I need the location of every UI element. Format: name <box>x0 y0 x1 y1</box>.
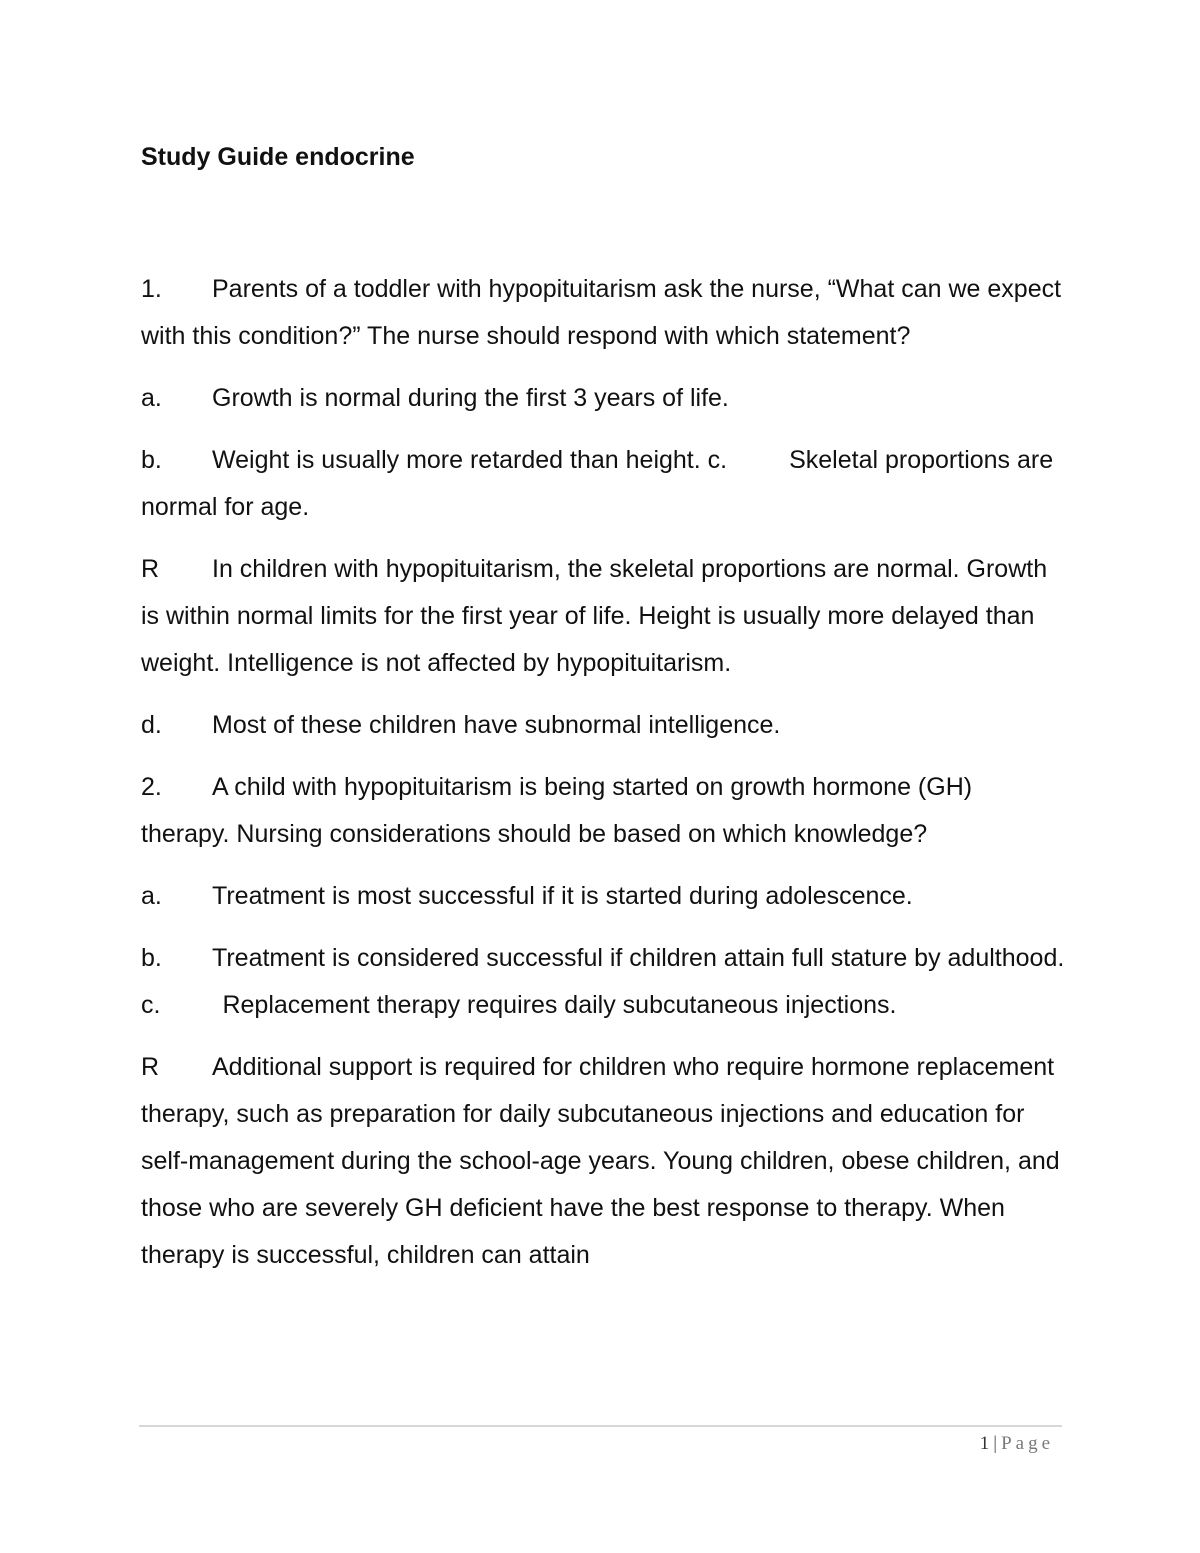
option-text: Growth is normal during the first 3 years of life. <box>212 384 729 412</box>
option-text: Treatment is most successful if it is started during adolescence. <box>212 882 913 910</box>
answer-option-d <box>141 702 1066 749</box>
answer-option-a <box>141 873 1066 920</box>
rationale-label: R <box>141 1053 160 1081</box>
page-title: Study Guide endocrine <box>141 143 415 171</box>
option-text-c: Skeletal proportions are normal for age. <box>141 446 1054 521</box>
answer-option-b-c <box>141 437 1066 531</box>
question-1-stem <box>141 266 1066 360</box>
option-label: b. <box>141 446 162 474</box>
question-stem-text: Parents of a toddler with hypopituitarism <box>212 275 664 303</box>
question-number: 1. <box>141 275 162 303</box>
answer-option-b-c <box>141 935 1066 1029</box>
option-text: Weight is usually more retarded than height. c. <box>212 446 728 474</box>
question-stem-text: A child with hypopituitarism is being started on growth hormone (GH) therapy. Nursing considerations should be based on which knowledge? <box>141 773 973 848</box>
footer-separator: | <box>993 1433 998 1454</box>
option-text-c: Replacement therapy requires daily subcutaneous injections. <box>222 991 897 1019</box>
footer-divider <box>139 1425 1062 1427</box>
question-2-stem <box>141 764 1066 858</box>
option-text: Most of these children have subnormal intelligence. <box>212 711 781 739</box>
option-label: b. <box>141 944 162 972</box>
question-number: 2. <box>141 773 162 801</box>
question-stem-text-cont: ask the nurse, “What can we expect with this condition?” The nurse should respond with which statement? <box>141 275 1062 350</box>
rationale-label: R <box>141 555 160 583</box>
option-label: a. <box>141 384 162 412</box>
document-body <box>141 266 1066 1294</box>
rationale-text: Additional support is required for children who require hormone replacement therapy, such as preparation for daily subcutaneous injections and education for self-management during the school-age years. Young children, obese children, and those who are severely GH deficient have the best response to therapy. When therapy is successful, children can attain <box>141 1053 1060 1269</box>
rationale <box>141 1044 1066 1279</box>
option-label: a. <box>141 882 162 910</box>
page-label: Page <box>1001 1433 1054 1454</box>
answer-option-a <box>141 375 1066 422</box>
page-number: 1 <box>979 1433 990 1454</box>
page-footer <box>980 1431 1054 1457</box>
option-label: d. <box>141 711 162 739</box>
option-text: Treatment is considered successful if children attain full stature by adulthood. c. <box>141 944 1065 1019</box>
rationale-text: In children with hypopituitarism, the skeletal proportions are normal. Growth is within normal limits for the first year of life. Height is usually more delayed than weight. Intelligence is not affected by hypopituitarism. <box>141 555 1048 677</box>
rationale <box>141 546 1066 687</box>
